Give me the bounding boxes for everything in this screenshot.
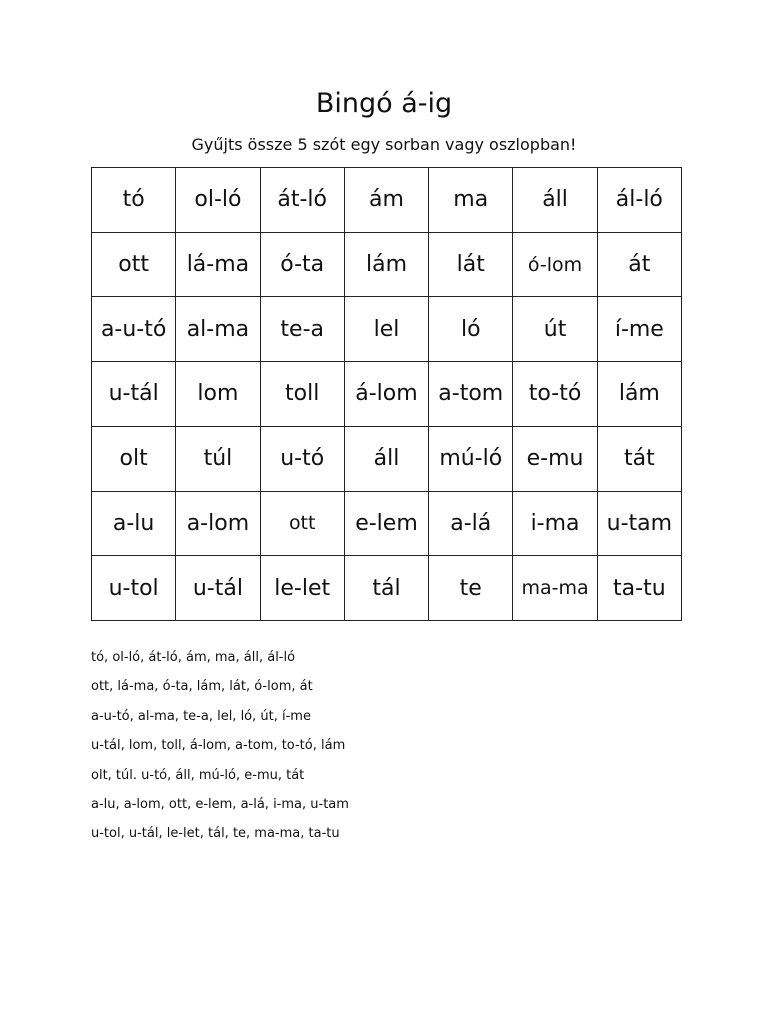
grid-cell: u-tol <box>92 556 176 621</box>
word-list-line: u-tol, u-tál, le-let, tál, te, ma-ma, ta-tu <box>91 826 340 842</box>
grid-cell: a-lom <box>176 491 260 556</box>
grid-cell: áll <box>344 426 428 491</box>
grid-cell: toll <box>260 362 344 427</box>
grid-row <box>92 362 682 427</box>
bingo-grid <box>91 167 682 621</box>
grid-cell: lom <box>176 362 260 427</box>
grid-cell: olt <box>92 426 176 491</box>
grid-cell: ol-ló <box>176 168 260 233</box>
grid-cell: ám <box>344 168 428 233</box>
grid-row <box>92 426 682 491</box>
grid-row <box>92 168 682 233</box>
grid-cell: u-tál <box>176 556 260 621</box>
grid-cell: ott <box>92 232 176 297</box>
grid-cell: tát <box>597 426 681 491</box>
word-list-line: olt, túl. u-tó, áll, mú-ló, e-mu, tát <box>91 767 305 783</box>
page-title: Bingó á-ig <box>315 88 453 119</box>
grid-cell: e-mu <box>513 426 597 491</box>
grid-cell: lát <box>429 232 513 297</box>
grid-cell: túl <box>176 426 260 491</box>
grid-cell: ta-tu <box>597 556 681 621</box>
grid-cell: al-ma <box>176 297 260 362</box>
grid-cell: te-a <box>260 297 344 362</box>
grid-cell: ma-ma <box>513 556 597 621</box>
grid-cell: a-u-tó <box>92 297 176 362</box>
grid-cell: át <box>597 232 681 297</box>
grid-cell: te <box>429 556 513 621</box>
grid-cell: ál-ló <box>597 168 681 233</box>
grid-cell: ló <box>429 297 513 362</box>
grid-cell: a-lá <box>429 491 513 556</box>
grid-cell: tál <box>344 556 428 621</box>
grid-cell: í-me <box>597 297 681 362</box>
grid-cell: ó-lom <box>513 232 597 297</box>
grid-cell: lá-ma <box>176 232 260 297</box>
grid-row <box>92 556 682 621</box>
word-list-line: ott, lá-ma, ó-ta, lám, lát, ó-lom, át <box>91 679 313 695</box>
grid-cell: lám <box>597 362 681 427</box>
grid-cell: le-let <box>260 556 344 621</box>
grid-cell: a-tom <box>429 362 513 427</box>
grid-cell: u-tál <box>92 362 176 427</box>
grid-row <box>92 232 682 297</box>
grid-cell: u-tam <box>597 491 681 556</box>
grid-cell: át-ló <box>260 168 344 233</box>
grid-cell: to-tó <box>513 362 597 427</box>
grid-cell: e-lem <box>344 491 428 556</box>
grid-cell: i-ma <box>513 491 597 556</box>
grid-row <box>92 491 682 556</box>
page-subtitle: Gyűjts össze 5 szót egy sorban vagy oszlopban! <box>191 135 577 154</box>
word-list <box>91 648 691 854</box>
grid-cell: a-lu <box>92 491 176 556</box>
grid-cell: áll <box>513 168 597 233</box>
word-list-line: u-tál, lom, toll, á-lom, a-tom, to-tó, lám <box>91 738 346 754</box>
grid-cell: lám <box>344 232 428 297</box>
grid-cell: tó <box>92 168 176 233</box>
grid-cell: á-lom <box>344 362 428 427</box>
word-list-line: tó, ol-ló, át-ló, ám, ma, áll, ál-ló <box>91 650 296 665</box>
grid-cell: ó-ta <box>260 232 344 297</box>
word-list-line: a-u-tó, al-ma, te-a, lel, ló, út, í-me <box>91 708 311 724</box>
grid-cell: mú-ló <box>429 426 513 491</box>
grid-cell: út <box>513 297 597 362</box>
grid-cell: u-tó <box>260 426 344 491</box>
word-list-line: a-lu, a-lom, ott, e-lem, a-lá, i-ma, u-tam <box>91 796 349 812</box>
grid-cell: ott <box>260 491 344 556</box>
grid-cell: lel <box>344 297 428 362</box>
grid-row <box>92 297 682 362</box>
grid-cell: ma <box>429 168 513 233</box>
